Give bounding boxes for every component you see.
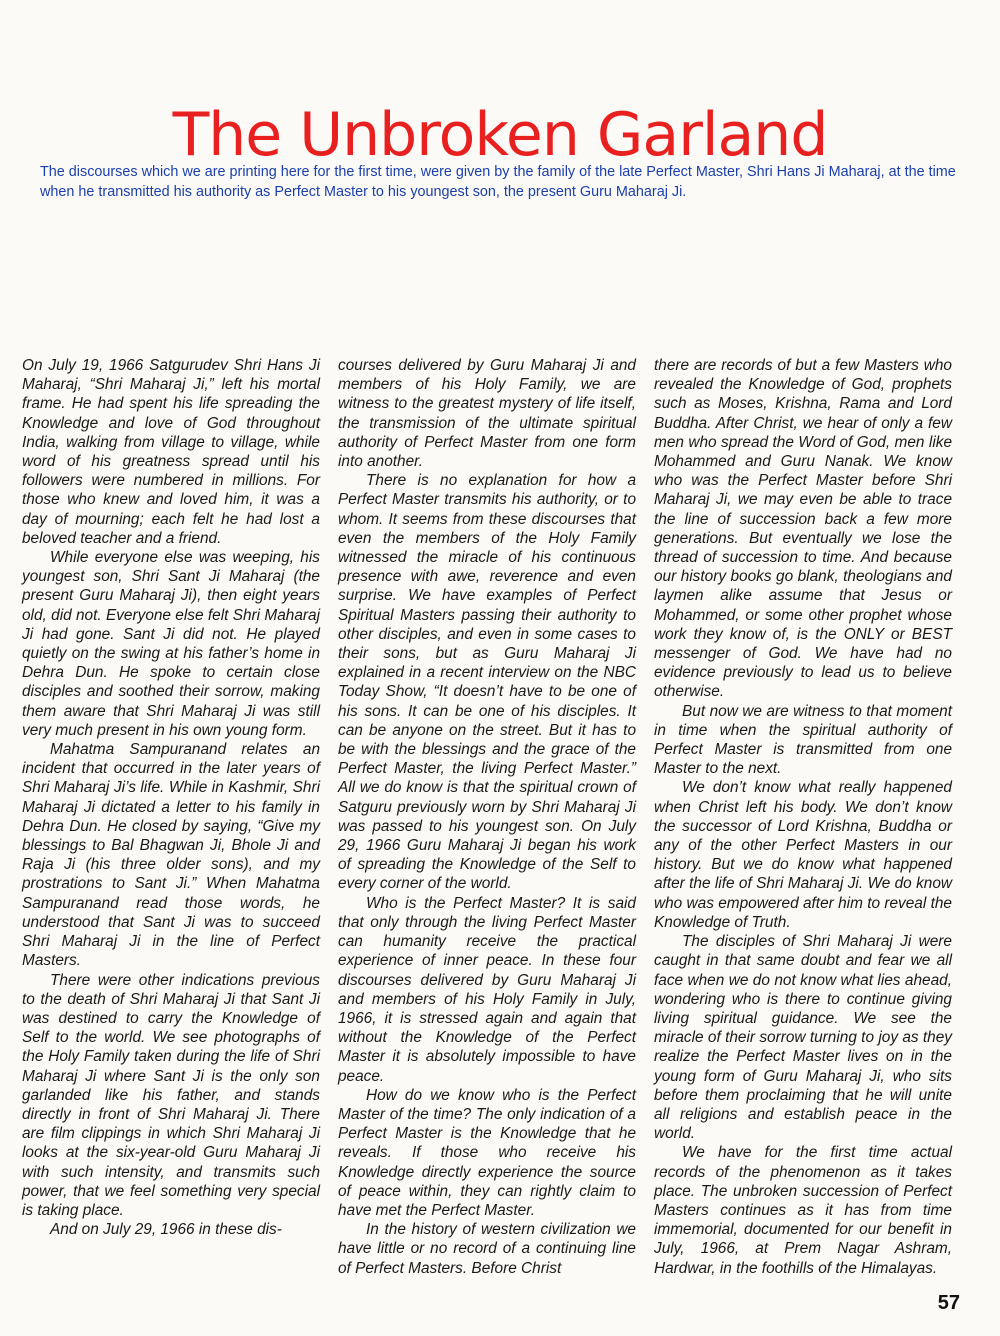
paragraph: How do we know who is the Perfect Master of the time? The only indication of a Perfect Master is the Knowledge that he reveals. If those who receive his Knowledge directly experience the source of peace within, they can rightly claim to have met the Perfect Master.	[338, 1086, 636, 1219]
column-3	[654, 356, 952, 1276]
article-body	[22, 356, 952, 1276]
paragraph: On July 19, 1966 Satgurudev Shri Hans Ji Maharaj, “Shri Maharaj Ji,” left his mortal frame. He had spent his life spreading the Knowledge and love of God throughout India, walking from village to village, while word of his greatness spread until his followers were numbered in millions. For those who knew and loved him, it was a day of mourning; each felt he had lost a beloved teacher and a friend.	[22, 357, 320, 547]
paragraph: The disciples of Shri Maharaj Ji were caught in that same doubt and fear we all face when we do not know what lies ahead, wondering who is there to continue giving living spiritual guidance. We see the miracle of their sorrow turning to joy as they realize the Perfect Master lives on in the young form of Guru Maharaj Ji, who sits before them proclaiming that he will unite all religions and establish peace in the world.	[654, 933, 952, 1143]
paragraph: there are records of but a few Masters who revealed the Knowledge of God, prophets such as Moses, Krishna, Rama and Lord Buddha. After Christ, we hear of only a few men who spread the Word of God, men like Mohammed and Guru Nanak. We know who was the Perfect Master before Shri Maharaj Ji, we may even be able to trace the line of succession back a few more generations. But eventually we lose the thread of succession to time. And because our history books go blank, theologians and laymen alike assume that Jesus or Mohammed, or some other prophet whose work they know of, is the ONLY or BEST messenger of God. We have had no evidence previously to lead us to believe otherwise.	[654, 357, 952, 701]
paragraph: We have for the first time actual records of the phenomenon as it takes place. The unbroken succession of Perfect Masters continues as it has from time immemorial, documented for our benefit in July, 1966, at Prem Nagar Ashram, Hardwar, in the foothills of the Himalayas.	[654, 1144, 952, 1277]
article-intro: The discourses which we are printing here for the first time, were given by the family of the late Perfect Master, Shri Hans Ji Maharaj, at the time when he transmitted his authority as Perfect Master to his youngest son, the present Guru Maharaj Ji.	[40, 164, 956, 200]
paragraph: courses delivered by Guru Maharaj Ji and members of his Holy Family, we are witness to the greatest mystery of life itself, the transmission of the ultimate spiritual authority of Perfect Master from one form into another.	[338, 357, 636, 471]
paragraph: Who is the Perfect Master? It is said that only through the living Perfect Master can humanity receive the practical experience of inner peace. In these four discourses delivered by Guru Maharaj Ji and members of his Holy Family in July, 1966, it is stressed again and again that without the Knowledge of the Perfect Master it is absolutely impossible to have peace.	[338, 894, 636, 1085]
column-1	[22, 356, 320, 1276]
column-2	[338, 356, 636, 1276]
paragraph: We don’t know what really happened when Christ left his body. We don’t know the successor of Lord Krishna, Buddha or any of the other Perfect Masters in our history. But we do know what happened after the life of Shri Maharaj Ji. We do know who was empowered after him to reveal the Knowledge of Truth.	[654, 779, 952, 931]
article-title: The Unbroken Garland	[172, 100, 828, 170]
paragraph: But now we are witness to that moment in time when the spiritual authority of Perfect Master is transmitted from one Master to the next.	[654, 702, 952, 778]
paragraph: In the history of western civilization we have little or no record of a continuing line of Perfect Masters. Before Christ	[338, 1221, 636, 1277]
paragraph: There were other indications previous to the death of Shri Maharaj Ji that Sant Ji was destined to carry the Knowledge of Self to the world. We see photographs of the Holy Family taken during the life of Shri Maharaj Ji where Sant Ji is the only son garlanded like his father, and stands directly in front of Shri Maharaj Ji. There are film clippings in which Shri Maharaj Ji looks at the six-year-old Guru Maharaj Ji with such intensity, and transmits such power, that we feel something very special is taking place.	[22, 971, 320, 1219]
paragraph: And on July 29, 1966 in these dis-	[50, 1221, 282, 1239]
paragraph: There is no explanation for how a Perfect Master transmits his authority, or to whom. It seems from these discourses that even the members of the Holy Family witnessed the miracle of his continuous presence with awe, reverence and even surprise. We have examples of Perfect Spiritual Masters passing their authority to other disciples, and even in some cases to their sons, but as Guru Maharaj Ji explained in a recent interview on the NBC Today Show, “It doesn’t have to be one of his sons. It can be one of his disciples. It can be anyone on the street. But it has to be with the blessings and the grace of the Perfect Master, the living Perfect Master.” All we do know is that the spiritual crown of Satguru previously worn by Shri Maharaj Ji was passed to his youngest son. On July 29, 1966 Guru Maharaj Ji began his work of spreading the Knowledge of the Self to every corner of the world.	[338, 472, 636, 893]
page-number: 57	[937, 1292, 960, 1314]
paragraph: Mahatma Sampuranand relates an incident that occurred in the later years of Shri Maharaj Ji’s life. While in Kashmir, Shri Maharaj Ji dictated a letter to his family in Dehra Dun. He closed by saying, “Give my blessings to Bal Bhagwan Ji, Bhole Ji and Raja Ji (his three older sons), and my prostrations to Sant Ji.” When Mahatma Sampuranand read those words, he understood that Sant Ji was to succeed Shri Maharaj Ji in the line of Perfect Masters.	[22, 741, 320, 970]
paragraph: While everyone else was weeping, his youngest son, Shri Sant Ji Maharaj (the present Guru Maharaj Ji), then eight years old, did not. Everyone else felt Shri Maharaj Ji had gone. Sant Ji did not. He played quietly on the swing at his father’s home in Dehra Dun. He spoke to certain close disciples and soothed their sorrow, making them aware that Shri Maharaj Ji was still very much present in his own young form.	[22, 549, 320, 739]
